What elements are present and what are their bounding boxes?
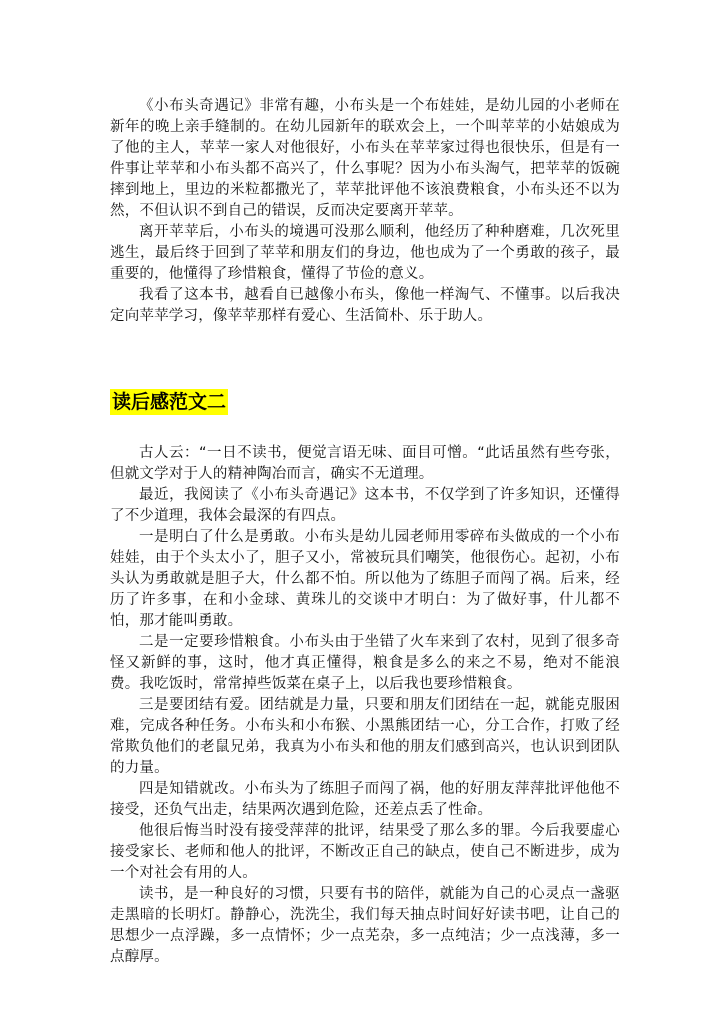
paragraph: 他很后悔当时没有接受萍萍的批评，结果受了那么多的罪。今后我要虚心接受家长、老师和他人的批评，不断改正自己的缺点，使自己不断进步，成为一个对社会有用的人。: [110, 823, 620, 881]
section-heading-wrap: [110, 389, 620, 415]
section-heading: 读后感范文二: [112, 391, 227, 413]
paragraph: 我看了这本书，越看自已越像小布头，像他一样淘气、不懂事。以后我决定向苹苹学习，像苹苹那样有爱心、生活简朴、乐于助人。: [110, 287, 620, 324]
paragraph: 一是明白了什么是勇敢。小布头是幼儿园老师用零碎布头做成的一个小布娃娃，由于个头太小了，胆子又小，常被玩具们嘲笑，他很伤心。起初，小布头认为勇敢就是胆子大，什么都不怕。所以他为了练胆子而闯了祸。后来，经历了许多事，在和小金球、黄珠儿的交谈中才明白：为了做好事，什儿都不怕，那才能叫勇敢。: [110, 529, 620, 629]
paragraph: 古人云：“一日不读书，便觉言语无味、面目可憎。“此话虽然有些夸张，但就文学对于人的精神陶冶而言，确实不无道理。: [110, 445, 620, 482]
section-2: [110, 443, 620, 968]
paragraph: 二是一定要珍惜粮食。小布头由于坐错了火车来到了农村，见到了很多奇怪又新鲜的事，这时，他才真正懂得，粮食是多么的来之不易，绝对不能浪费。我吃饭时，常常掉些饭菜在桌子上，以后我也要珍惜粮食。: [110, 634, 620, 692]
paragraph: 最近，我阅读了《小布头奇遇记》这本书，不仅学到了许多知识，还懂得了不少道理，我体会最深的有四点。: [110, 487, 620, 524]
paragraph: 三是要团结有爱。团结就是力量，只要和朋友们团结在一起，就能克服困难，完成各种任务。小布头和小布猴、小黑熊团结一心，分工合作，打败了经常欺负他们的老鼠兄弟，我真为小布头和他的朋友们感到高兴，也认识到团队的力量。: [110, 697, 620, 776]
paragraph: 离开苹苹后，小布头的境遇可没那么顺利，他经历了种种磨难，几次死里逃生，最后终于回到了苹苹和朋友们的身边，他也成为了一个勇敢的孩子，最重要的，他懂得了珍惜粮食，懂得了节俭的意义。: [110, 224, 620, 282]
paragraph: 《小布头奇遇记》非常有趣，小布头是一个布娃娃，是幼儿园的小老师在新年的晚上亲手缝制的。在幼儿园新年的联欢会上，一个叫苹苹的小姑娘成为了他的主人，苹苹一家人对他很好，小布头在苹苹家过得也很快乐，但是有一件事让苹苹和小布头都不高兴了，什么事呢？因为小布头淘气，把苹苹的饭碗摔到地上，里边的米粒都撒光了，苹苹批评他不该浪费粮食，小布头还不以为然，不但认识不到自己的错误，反而决定要离开苹苹。: [110, 98, 620, 219]
section-1: [110, 96, 620, 327]
paragraph: 读书，是一种良好的习惯，只要有书的陪伴，就能为自己的心灵点一盏驱走黑暗的长明灯。静静心，洗洗尘，我们每天抽点时间好好读书吧，让自己的思想少一点浮躁，多一点情怀；少一点芜杂，多一点纯洁；少一点浅薄，多一点醇厚。: [110, 886, 620, 965]
document-page: [110, 96, 620, 968]
paragraph: 四是知错就改。小布头为了练胆子而闯了祸，他的好朋友萍萍批评他他不接受，还负气出走，结果两次遇到危险，还差点丢了性命。: [110, 781, 620, 818]
section-spacer: [110, 327, 620, 389]
